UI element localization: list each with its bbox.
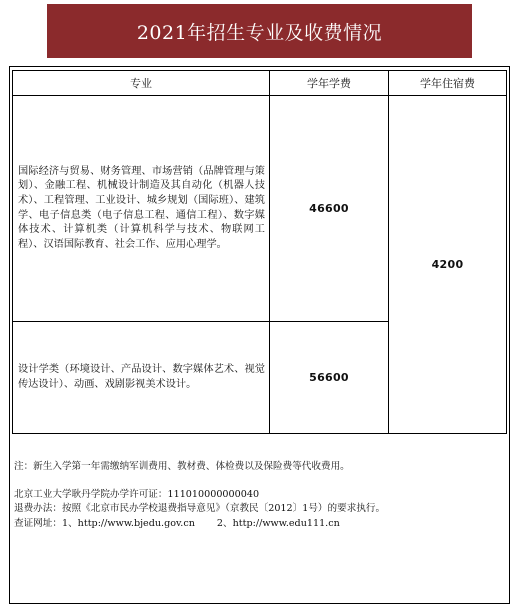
row1-major-text: 国际经济与贸易、财务管理、市场营销（品牌管理与策划）、金融工程、机械设计制造及其自动化（机器人技术）、工程管理、工业设计、城乡规划（国际班）、建筑学、电子信息类（电子信息工程、通信工程）、数字媒体技术、计算机类（计算机科学与技术、物联网工程）、汉语国际教育、社会工作、应用心理学。 [18, 165, 265, 250]
row1-tuition [269, 95, 389, 322]
header-tuition-label: 学年学费 [307, 77, 351, 90]
verify-url-2[interactable]: 2、http://www.edu111.cn [216, 517, 340, 529]
header-accommodation [388, 70, 507, 96]
page-title: 2021年招生专业及收费情况 [136, 21, 383, 44]
row1-tuition-value: 46600 [309, 202, 349, 215]
row2-tuition [269, 321, 389, 434]
row1-major [12, 95, 270, 322]
note-fees: 注：新生入学第一年需缴纳军训费用、教材费、体检费以及保险费等代收费用。 [14, 461, 350, 472]
verify-url-1[interactable]: 1、http://www.bjedu.gov.cn [61, 517, 195, 529]
row2-tuition-value: 56600 [309, 371, 349, 384]
header-major [12, 70, 270, 96]
refund-line: 退费办法：按照《北京市民办学校退费指导意见》（京教民〔2012〕1号）的要求执行。 [14, 503, 386, 515]
license-line: 北京工业大学耿丹学院办学许可证：111010000000040 [14, 489, 260, 501]
header-accommodation-label: 学年住宿费 [420, 77, 475, 90]
row2-major [12, 321, 270, 434]
row2-major-text: 设计学类（环境设计、产品设计、数字媒体艺术、视觉传达设计）、动画、戏剧影视美术设计。 [18, 363, 265, 390]
header-major-label: 专业 [130, 77, 152, 90]
verify-line [14, 517, 504, 531]
accommodation-fee-cell [388, 95, 507, 434]
accommodation-fee-value: 4200 [431, 258, 464, 271]
notes-section [14, 460, 504, 531]
page-title-banner [47, 4, 472, 58]
header-tuition [269, 70, 389, 96]
verify-label: 查证网址： [14, 517, 62, 529]
